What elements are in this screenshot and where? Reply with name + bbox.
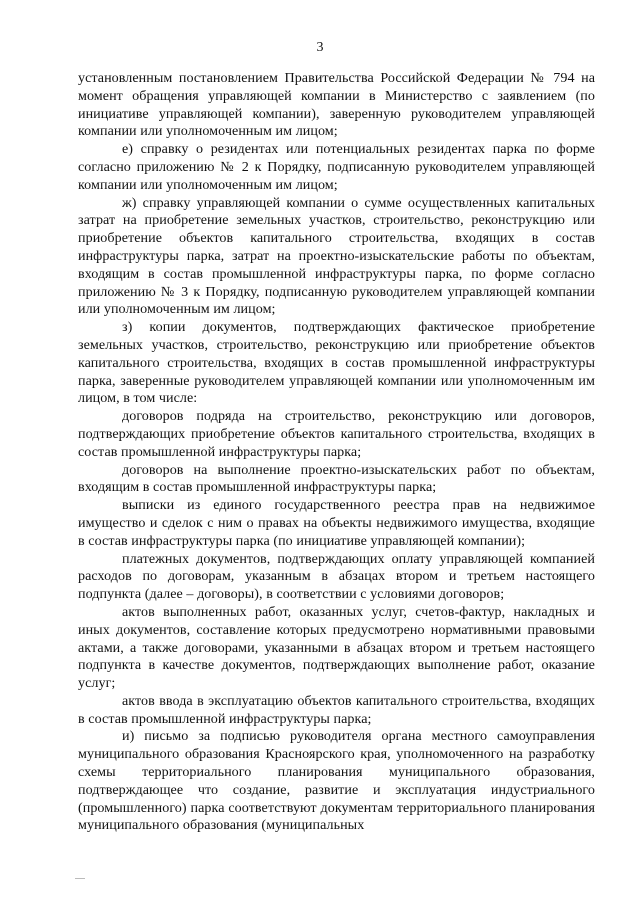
paragraph-item-e: е) справку о резидентах или потенциальных резидентах парка по форме согласно приложению № 2 к Порядку, подписанную руководителем управляющей компании или уполномоченным им лицом; xyxy=(78,141,595,193)
paragraph-registry-extracts: выписки из единого государственного реестра прав на недвижимое имущество и сделок с ним о правах на объекты недвижимого имущества, входящие в состав инфраструктуры парка (по инициативе управляющей компании); xyxy=(78,497,595,549)
paragraph-acts-of-works: актов выполненных работ, оказанных услуг, счетов-фактур, накладных и иных документов, составление которых предусмотрено нормативными правовыми актами, а также договорами, указанными в абзацах втором и третьем настоящего подпункта в качестве документов, подтверждающих выполнение работ, оказание услуг; xyxy=(78,603,595,692)
scan-artifact xyxy=(75,878,85,879)
page-number: 3 xyxy=(316,40,324,55)
paragraph-item-i: и) письмо за подписью руководителя органа местного самоуправления муниципального образования Красноярского края, уполномоченного на разработку схемы территориального планирования муниципального образования, подтверждающее что создание, развитие и эксплуатация индустриального (промышленного) парка соответствуют документам территориального планирования муниципального образования (муниципальных xyxy=(78,728,595,834)
paragraph-continuation: установленным постановлением Правительства Российской Федерации № 794 на момент обращения управляющей компании в Министерство с заявлением (по инициативе управляющей компании), заверенную руководителем управляющей компании или уполномоченным им лицом; xyxy=(78,70,595,140)
paragraph-design-contracts: договоров на выполнение проектно-изыскательских работ по объектам, входящим в состав промышленной инфраструктуры парка; xyxy=(78,461,595,496)
paragraph-item-zh: ж) справку управляющей компании о сумме осуществленных капитальных затрат на приобретение земельных участков, строительство, реконструкцию или приобретение объектов капитального строительства, входящих в состав инфраструктуры парка, затрат на проектно-изыскательские работы по объектам, входящим в состав промышленной инфраструктуры парка, по форме согласно приложению № 3 к Порядку, подписанную руководителем управляющей компании или уполномоченным им лицом; xyxy=(78,194,595,318)
document-body xyxy=(78,70,595,835)
paragraph-commissioning-acts: актов ввода в эксплуатацию объектов капитального строительства, входящих в состав промышленной инфраструктуры парка; xyxy=(78,692,595,727)
paragraph-payment-documents: платежных документов, подтверждающих оплату управляющей компанией расходов по договорам, указанным в абзацах втором и третьем настоящего подпункта (далее – договоры), в соответствии с условиями договоров; xyxy=(78,550,595,603)
paragraph-contracts: договоров подряда на строительство, реконструкцию или договоров, подтверждающих приобретение объектов капитального строительства, входящих в состав промышленной инфраструктуры парка; xyxy=(78,408,595,460)
paragraph-item-z: з) копии документов, подтверждающих фактическое приобретение земельных участков, строительство, реконструкцию или приобретение объектов капитального строительства, входящих в состав промышленной инфраструктуры парка, заверенные руководителем управляющей компании или уполномоченным им лицом, в том числе: xyxy=(78,319,595,407)
